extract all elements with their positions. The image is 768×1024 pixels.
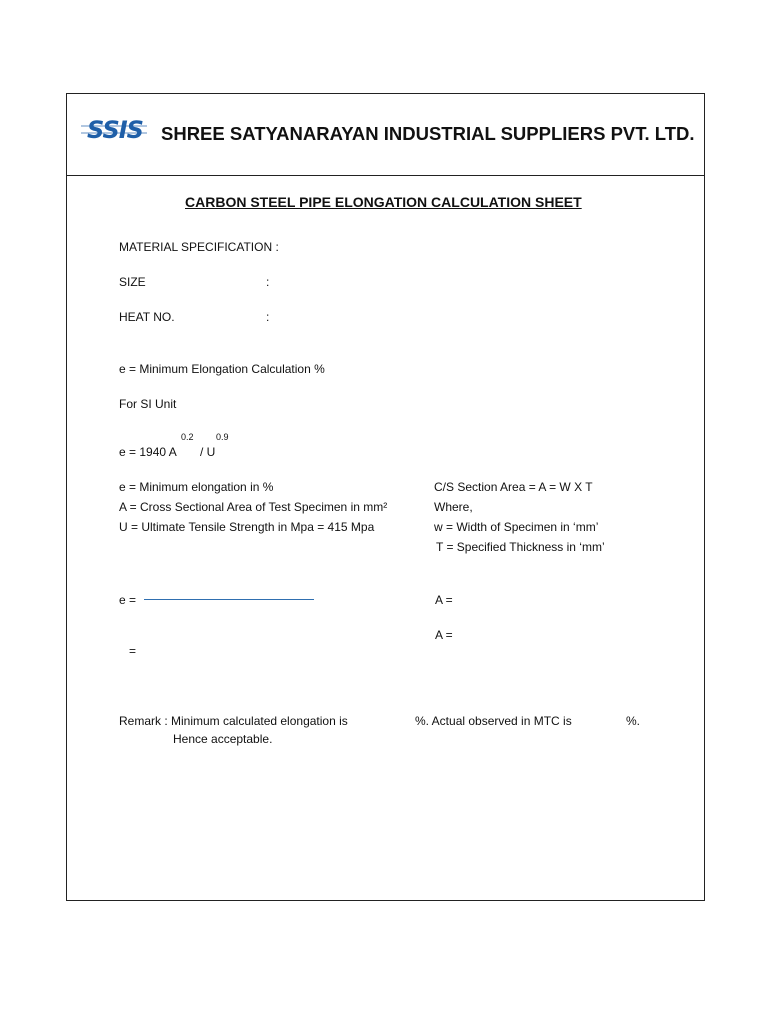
material-spec-label: MATERIAL SPECIFICATION : [119,240,279,254]
elongation-definition: e = Minimum Elongation Calculation % [119,362,325,376]
heat-no-label: HEAT NO. [119,310,175,324]
remark-observed: %. Actual observed in MTC is [415,714,572,728]
logo-text: SSIS [87,116,143,144]
company-logo [79,112,151,148]
legend-e: e = Minimum elongation in % [119,480,274,494]
fraction-line [144,599,314,600]
company-name: SHREE SATYANARAYAN INDUSTRIAL SUPPLIERS PVT. LTD. [161,123,695,144]
remark-conclusion: Hence acceptable. [173,732,273,746]
formula-main: e = 1940 A [119,445,177,459]
legend-u: U = Ultimate Tensile Strength in Mpa = 415 Mpa [119,520,375,534]
unit-system: For SI Unit [119,397,177,411]
calculation-sheet [66,93,705,901]
formula-divider: / U [200,445,216,459]
calc-area-label-1: A = [435,593,453,607]
legend-width: w = Width of Specimen in ‘mm’ [434,520,599,534]
legend-a: A = Cross Sectional Area of Test Specimen in mm² [119,500,388,514]
legend-where: Where, [434,500,473,514]
calc-e-label: e = [119,593,137,607]
size-colon: : [266,275,270,289]
remark-text: Remark : Minimum calculated elongation is [119,714,348,728]
calc-equals: = [129,644,137,658]
exponent-u: 0.9 [216,432,229,442]
exponent-a: 0.2 [181,432,194,442]
size-label: SIZE [119,275,146,289]
legend-thickness: T = Specified Thickness in ‘mm’ [436,540,605,554]
heat-no-colon: : [266,310,270,324]
remark-percent: %. [626,714,641,728]
header-divider [67,175,704,176]
calc-area-label-2: A = [435,628,453,642]
document-title: CARBON STEEL PIPE ELONGATION CALCULATION SHEET [185,194,582,210]
legend-cs-area: C/S Section Area = A = W X T [434,480,593,494]
